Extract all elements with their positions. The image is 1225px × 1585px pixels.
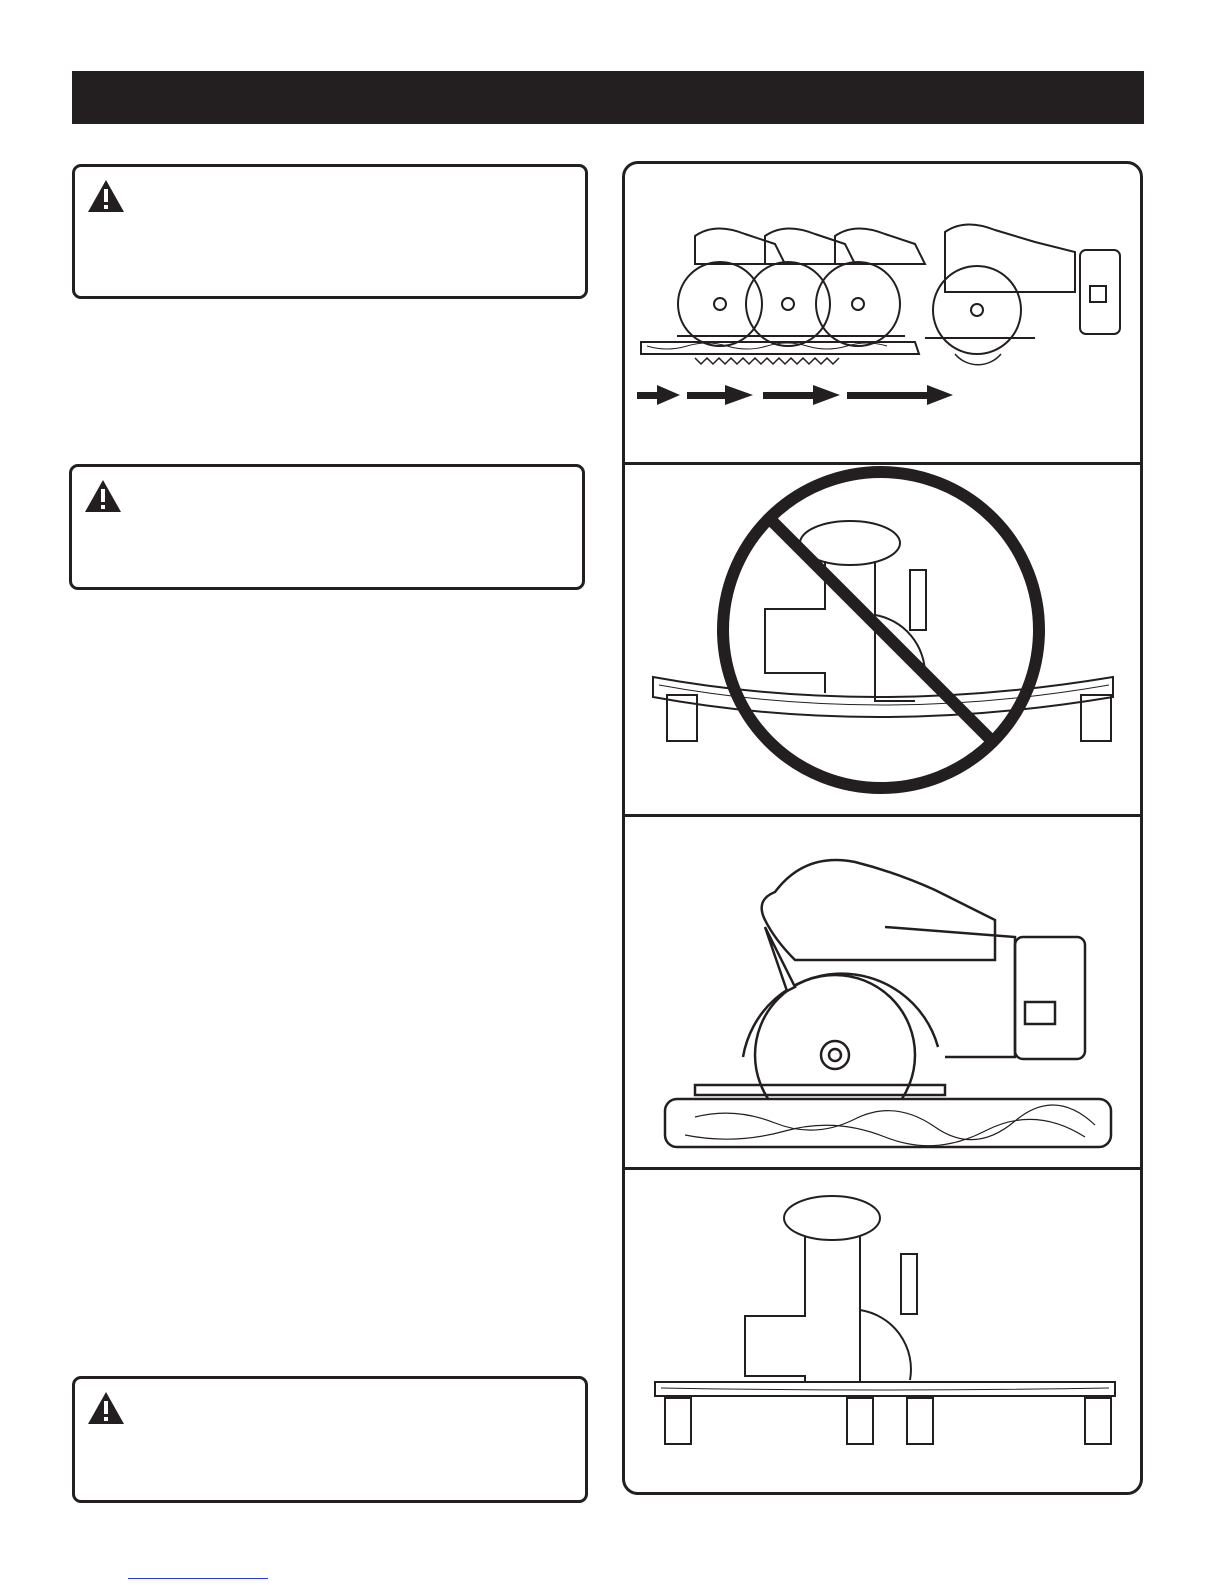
warning-triangle-icon [84,479,122,513]
section-header-bar [72,71,1144,124]
figure-panel [622,161,1143,1495]
warning-triangle-icon [87,179,125,213]
figure-correct-support [625,1170,1140,1494]
prohibited-icon [723,472,1039,788]
warning-box-3 [72,1376,588,1503]
figure-saw-cut-progression [625,164,1140,462]
warning-box-1 [72,164,588,299]
figure-saw-side-view [625,817,1140,1167]
warning-triangle-icon [87,1391,125,1425]
footer-link-underline[interactable] [128,1578,268,1579]
warning-box-2 [69,464,585,590]
figure-incorrect-support [625,465,1140,814]
